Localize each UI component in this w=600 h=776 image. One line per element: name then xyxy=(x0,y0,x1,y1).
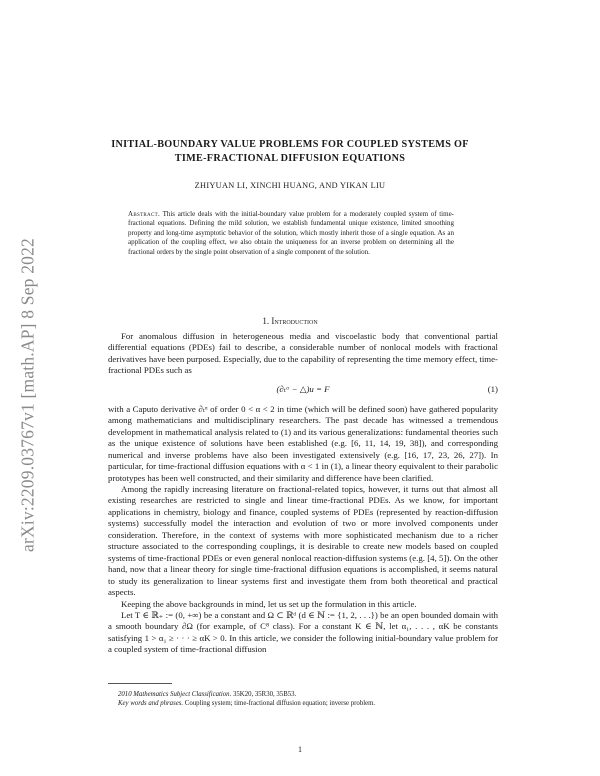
title-line-2: TIME-FRACTIONAL DIFFUSION EQUATIONS xyxy=(174,153,406,164)
paragraph-5: Let T ∈ ℝ₊ := (0, +∞) be a constant and Ω ⊂ ℝᵈ (d ∈ ℕ := {1, 2, . . .}) be an open bounded domain with a smooth boundary ∂Ω (for example, of C⁸ class). For a constant K ∈ ℕ, let α₁, . . . , αK be constants satisfying 1 > α₁ ≥ · · · ≥ αK > 0. In this article, we consider the following initial-boundary value problem for a coupled system of time-fractional diffusion xyxy=(108,609,498,655)
footnote-rule xyxy=(108,683,172,684)
section-title: Introduction xyxy=(271,316,318,326)
footnote-keywords xyxy=(108,699,498,708)
abstract-text: This article deals with the initial-boundary value problem for a moderately coupled system of time-fractional equations. Defining the mild solution, we establish fundamental unique existence, limited smoothing property and long-time asymptotic behavior of the solution, which mostly inherit those of a single equation. As an application of the coupling effect, we also obtain the uniqueness for an inverse problem on determining all the fractional orders by the single point observation of a single component of the solution. xyxy=(128,210,455,256)
display-equation xyxy=(108,380,498,402)
title-line-1: INITIAL-BOUNDARY VALUE PROBLEMS FOR COUPLED SYSTEMS OF xyxy=(111,139,469,150)
arxiv-identifier: arXiv:2209.03767v1 [math.AP] 8 Sep 2022 xyxy=(17,237,38,553)
footnotes xyxy=(108,690,498,708)
arxiv-sidebar-stamp xyxy=(10,170,46,620)
paragraph-3: Among the rapidly increasing literature on fractional-related topics, however, it turns out that almost all existing researches are restricted to single and linear time-fractional PDEs. As we know, for important applications in chemistry, biology and finance, coupled systems of PDEs (represented by reaction-diffusion systems) successfully model the interaction and evolution of two or more involved components under consideration. Therefore, in the context of systems with more sophisticated mechanism due to a richer structure associated to the corresponding couplings, it is desirable to create new models based on coupled systems of time-fractional PDEs or even general nonlocal reaction-diffusion systems (e.g. [4, 5]). On the other hand, now that a linear theory for single time-fractional diffusion equations is accomplished, it seems natural to study its generalization to linear systems first and investigate them from both theoretical and practical aspects. xyxy=(108,483,498,598)
keywords-value: Coupling system; time-fractional diffusion equation; inverse problem. xyxy=(184,700,376,708)
equation-number: (1) xyxy=(487,383,498,394)
abstract xyxy=(128,210,454,257)
section-number: 1. xyxy=(262,316,270,326)
page-number: 1 xyxy=(298,745,302,754)
paragraph-2: with a Caputo derivative ∂ₜᵅ of order 0 < α < 2 in time (which will be defined soon) have gathered popularity among mathematicians and multidisciplinary researchers. The past decade has witnessed a tremendous development in mathematical analysis related to (1) and its various generalizations: fundamental theories such as the unique existence of solutions have been established (e.g. [6, 11, 14, 19, 38]), and corresponding numerical and inverse problems have also been investigated extensively (e.g. [16, 17, 23, 26, 27]). In particular, for time-fractional diffusion equations with α < 1 in (1), a linear theory equivalent to their parabolic prototypes has been well constructed, and their similarity and difference have been clarified. xyxy=(108,403,498,483)
footnote-msc xyxy=(108,690,498,699)
msc-label: 2010 Mathematics Subject Classification. xyxy=(118,691,232,698)
msc-value: 35K20, 35R30, 35B53. xyxy=(232,691,297,698)
paragraph-4: Keeping the above backgrounds in mind, let us set up the formulation in this article. xyxy=(121,598,417,609)
paragraph-1: For anomalous diffusion in heterogeneous media and viscoelastic body that conventional partial differential equations (PDEs) fail to describe, a considerable number of nonlocal models with fractional derivatives have been purposed. Especially, due to the capability of representing the time memory effect, time-fractional PDEs such as xyxy=(108,331,498,376)
section-heading xyxy=(80,316,500,326)
paper-title xyxy=(80,138,500,166)
body-text xyxy=(108,331,498,656)
equation-content: (∂ₜᵅ − △)u = F xyxy=(276,383,330,394)
keywords-label: Key words and phrases. xyxy=(118,700,184,708)
author-list: ZHIYUAN LI, XINCHI HUANG, AND YIKAN LIU xyxy=(194,181,386,190)
abstract-label: Abstract. xyxy=(128,210,161,218)
